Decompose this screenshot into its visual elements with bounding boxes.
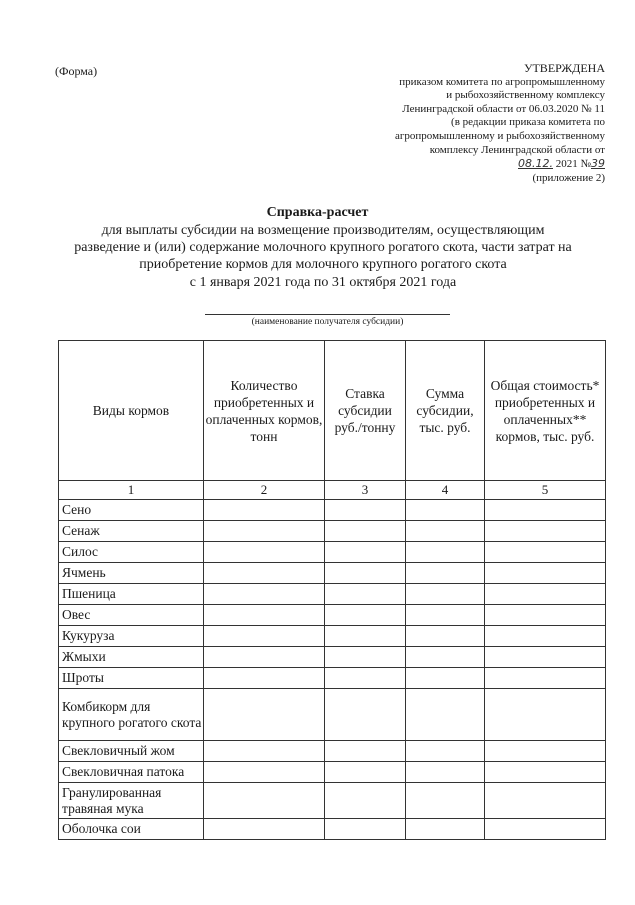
value-cell[interactable] <box>204 542 325 563</box>
table-row <box>59 500 606 521</box>
value-cell[interactable] <box>325 762 406 783</box>
feed-type-cell: Жмыхи <box>59 647 204 668</box>
approval-line: комплексу Ленинградской области от <box>429 143 605 156</box>
table-row <box>59 626 606 647</box>
approval-stamp <box>345 62 605 185</box>
value-cell[interactable] <box>485 783 606 819</box>
value-cell[interactable] <box>325 783 406 819</box>
value-cell[interactable] <box>325 563 406 584</box>
value-cell[interactable] <box>406 689 485 741</box>
value-cell[interactable] <box>406 584 485 605</box>
feed-type-cell: Свекловичный жом <box>59 741 204 762</box>
value-cell[interactable] <box>325 605 406 626</box>
value-cell[interactable] <box>406 741 485 762</box>
value-cell[interactable] <box>485 605 606 626</box>
value-cell[interactable] <box>485 584 606 605</box>
table-row <box>59 542 606 563</box>
value-cell[interactable] <box>406 647 485 668</box>
column-number: 5 <box>485 481 606 500</box>
table-row <box>59 689 606 741</box>
header-total-cost: Общая стоимость* приобретенных и оплаченных** кормов, тыс. руб. <box>485 341 606 481</box>
value-cell[interactable] <box>406 500 485 521</box>
value-cell[interactable] <box>204 563 325 584</box>
feed-type-cell: Пшеница <box>59 584 204 605</box>
header-subsidy-sum: Сумма субсидии, тыс. руб. <box>406 341 485 481</box>
subtitle-line: разведение и (или) содержание молочного крупного рогатого скота, части затрат на <box>74 240 572 256</box>
value-cell[interactable] <box>485 689 606 741</box>
table-row <box>59 762 606 783</box>
value-cell[interactable] <box>485 626 606 647</box>
column-number: 1 <box>59 481 204 500</box>
value-cell[interactable] <box>204 668 325 689</box>
approval-line: Ленинградской области от 06.03.2020 № 11 <box>402 102 605 115</box>
subtitle-line: для выплаты субсидии на возмещение производителям, осуществляющим <box>101 223 545 238</box>
value-cell[interactable] <box>325 521 406 542</box>
subtitle-line: приобретение кормов для молочного крупного рогатого скота <box>139 257 507 273</box>
feed-type-cell: Свекловичная патока <box>59 762 204 783</box>
recipient-caption: (наименование получателя субсидии) <box>251 317 404 327</box>
column-numbers-row <box>59 481 606 500</box>
feed-type-cell: Кукуруза <box>59 626 204 647</box>
handwritten-date: 08.12. <box>518 157 553 171</box>
approval-title: УТВЕРЖДЕНА <box>523 61 605 75</box>
value-cell[interactable] <box>204 647 325 668</box>
handwritten-number: 39 <box>591 157 605 171</box>
feed-type-cell: Шроты <box>59 668 204 689</box>
feed-type-cell: Сенаж <box>59 521 204 542</box>
value-cell[interactable] <box>485 500 606 521</box>
value-cell[interactable] <box>485 563 606 584</box>
value-cell[interactable] <box>325 626 406 647</box>
table-row <box>59 605 606 626</box>
table-row <box>59 668 606 689</box>
column-number: 2 <box>204 481 325 500</box>
value-cell[interactable] <box>204 605 325 626</box>
value-cell[interactable] <box>406 605 485 626</box>
value-cell[interactable] <box>325 584 406 605</box>
value-cell[interactable] <box>485 741 606 762</box>
table-row <box>59 819 606 840</box>
value-cell[interactable] <box>325 542 406 563</box>
recipient-name-field[interactable] <box>205 314 450 315</box>
header-rate: Ставка субсидии руб./тонну <box>325 341 406 481</box>
approval-appendix: (приложение 2) <box>532 171 605 184</box>
approval-line: и рыбохозяйственному комплексу <box>446 89 605 102</box>
calculation-table <box>58 340 606 840</box>
value-cell[interactable] <box>406 819 485 840</box>
value-cell[interactable] <box>204 762 325 783</box>
value-cell[interactable] <box>325 741 406 762</box>
column-number: 4 <box>406 481 485 500</box>
value-cell[interactable] <box>406 521 485 542</box>
value-cell[interactable] <box>204 819 325 840</box>
value-cell[interactable] <box>325 500 406 521</box>
approval-line: (в редакции приказа комитета по <box>451 116 605 129</box>
value-cell[interactable] <box>204 689 325 741</box>
feed-type-cell: Гранулированная травяная мука <box>59 783 204 819</box>
feed-type-cell: Оболочка сои <box>59 819 204 840</box>
table-row <box>59 521 606 542</box>
value-cell[interactable] <box>204 626 325 647</box>
value-cell[interactable] <box>485 762 606 783</box>
feed-type-cell: Ячмень <box>59 563 204 584</box>
value-cell[interactable] <box>406 668 485 689</box>
value-cell[interactable] <box>325 689 406 741</box>
approval-line: агропромышленному и рыбохозяйственному <box>395 129 605 142</box>
value-cell[interactable] <box>325 668 406 689</box>
approval-year: 2021 № <box>555 158 591 171</box>
value-cell[interactable] <box>485 542 606 563</box>
value-cell[interactable] <box>406 563 485 584</box>
subtitle-line: с 1 января 2021 года по 31 октября 2021 года <box>189 274 457 290</box>
header-feed-type: Виды кормов <box>59 341 204 481</box>
feed-type-cell: Комбикорм для крупного рогатого скота <box>59 689 204 741</box>
value-cell[interactable] <box>485 521 606 542</box>
value-cell[interactable] <box>204 521 325 542</box>
feed-type-cell: Овес <box>59 605 204 626</box>
column-number: 3 <box>325 481 406 500</box>
value-cell[interactable] <box>204 783 325 819</box>
table-row <box>59 783 606 819</box>
table-row <box>59 741 606 762</box>
value-cell[interactable] <box>406 626 485 647</box>
approval-line: приказом комитета по агропромышленному <box>399 75 605 88</box>
feed-type-cell: Силос <box>59 542 204 563</box>
value-cell[interactable] <box>406 542 485 563</box>
value-cell[interactable] <box>325 647 406 668</box>
document-subtitle <box>58 222 588 291</box>
value-cell[interactable] <box>204 584 325 605</box>
value-cell[interactable] <box>406 762 485 783</box>
table-row <box>59 647 606 668</box>
feed-type-cell: Сено <box>59 500 204 521</box>
value-cell[interactable] <box>406 783 485 819</box>
approval-date-line <box>345 157 605 172</box>
form-label: (Форма) <box>55 64 98 78</box>
value-cell[interactable] <box>485 819 606 840</box>
value-cell[interactable] <box>485 647 606 668</box>
value-cell[interactable] <box>204 500 325 521</box>
header-row <box>59 341 606 481</box>
table-row <box>59 563 606 584</box>
value-cell[interactable] <box>485 668 606 689</box>
value-cell[interactable] <box>325 819 406 840</box>
header-quantity: Количество приобретенных и оплаченных кормов, тонн <box>204 341 325 481</box>
value-cell[interactable] <box>204 741 325 762</box>
document-title: Справка-расчет <box>266 205 369 220</box>
table-row <box>59 584 606 605</box>
